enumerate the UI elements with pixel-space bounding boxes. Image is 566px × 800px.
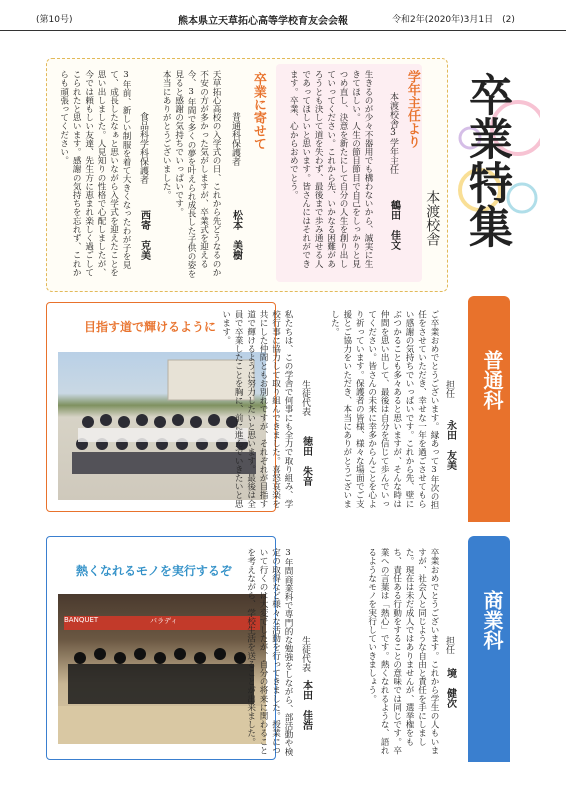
- futsu-teacher-name: 永田 友美: [444, 420, 456, 470]
- issue-date: 令和2年(2020年)3月1日 (2): [392, 15, 515, 25]
- shogyo-student-role: 生徒代表: [300, 636, 311, 672]
- parent2-body: 3年前、新しい制服を着て大きくなったわが子を見て、成長したなぁと思いながら入学式を迎えたことを思い出しました。人見知りの性格で心配しましたが、今では頼もしい友達、先生方に恵まれ楽しく過ごしてこられたと思います。感謝の気持ちを忘れず、これからも頑張ってください。: [58, 70, 131, 277]
- futsu-student-body: 私たちは、この学舎で何事にも全力で取り組み、学校行事に協力して取り組んできました。喜怒哀楽を共にした仲間ともお別れですが、それぞれが目指す道で輝けるように努力したいと思います。最後は全員で卒業したことを胸に、前に進んでいきたいと思います。: [220, 310, 293, 508]
- futsu-student-role: 生徒代表: [300, 380, 311, 416]
- issue-number: (第10号): [36, 15, 73, 25]
- shogyo-teacher-role: 担任: [444, 636, 455, 654]
- page-header: [0, 4, 566, 31]
- feature-subtitle: 本渡校舎: [424, 190, 441, 246]
- shogyo-banner-1: BANQUET: [64, 616, 99, 624]
- parent1-body: 天草拓心高校の入学式の日、これから先どうなるのか不安の方が多かった気がしますが、卒業式を迎える今、3年間で多くの夢を叶えられ成長した子供の姿を見ると感謝の気持ちでいっぱいです。 本当にありがとうございました。: [161, 70, 221, 278]
- shogyo-student-name: 本田 佳浩: [300, 680, 312, 730]
- futsu-student-name: 徳田 朱音: [300, 436, 312, 486]
- parent1-role: 普通科保護者: [230, 112, 241, 166]
- grade-head-role: 本渡校舎3学年主任: [388, 92, 399, 174]
- shogyo-slogan: 熱くなれるモノを実行するぞ: [76, 564, 232, 578]
- parent2-name: 西寄 克美: [138, 210, 150, 260]
- grade-head-name: 鶴田 佳文: [388, 200, 400, 250]
- grade-head-heading: 学年主任より: [404, 70, 420, 148]
- newspaper-title: 熊本県立天草拓心高等学校育友会会報: [178, 16, 348, 27]
- futsu-label: 普通科: [480, 350, 504, 410]
- futsu-slogan: 目指す道で輝けるように: [84, 320, 217, 334]
- futsu-teacher-role: 担任: [444, 380, 455, 398]
- shogyo-teacher-name: 境 健次: [444, 668, 456, 708]
- parent1-name: 松本 美樹: [230, 210, 242, 260]
- parent2-role: 食品科学科保護者: [138, 112, 149, 184]
- shogyo-banner-2: パラディ: [150, 617, 178, 625]
- shogyo-label: 商業科: [480, 590, 504, 650]
- shogyo-student-body: 3年間商業科で専門的な勉強をしながら、部活動や検定の取得など様々な活動を行ってきました。授業について行くのは大変でしたが、自分の将来に関わることを考えながら、学校生活を送ることが出来ました。: [245, 548, 293, 756]
- shogyo-teacher-body: 卒業おめでとうございます。これから学生の人もいますが、社会人と同じような自由と責任を手にしました。現在は未だ成人ではありませんが、選挙権をもち、責任ある行動をすることの意味では同じです。卒業への言葉は「熱心」です。熱くなれるような、語れるようなモノを実行していきましょう。: [366, 548, 439, 755]
- message-heading: 卒業に寄せて: [250, 72, 266, 150]
- futsu-teacher-body: ご卒業おめでとうございます。縁あって3年次の担任をさせていただき、幸せな一年を過ごさせてもらい感謝の気持ちでいっぱいです。これから先、壁にぶつかることも多々あると思いますが、そんな時は仲間を思い出して、最後は自分を信じて歩んでいってください。皆さんの未来に幸多からんことを心より祈っています。保護者の皆様、様々な場面でご支援とご協力をいただき、本当にありがとうございました。: [329, 310, 439, 510]
- feature-title: 卒業特集: [461, 72, 512, 248]
- grade-head-body: 生きるのが少々不器用でも構わないから、誠実に生きてほしい。人生の節目節目で自己をしっかりと見つめ直し、決意を新たにして自分の人生を創り出していってください。これから先、いかなる困難があろうとも決して道を失わず、最後まで歩み通せる人であってほしいと思います。皆さんにはそれができます。卒業、心からおめでとう。: [288, 70, 373, 268]
